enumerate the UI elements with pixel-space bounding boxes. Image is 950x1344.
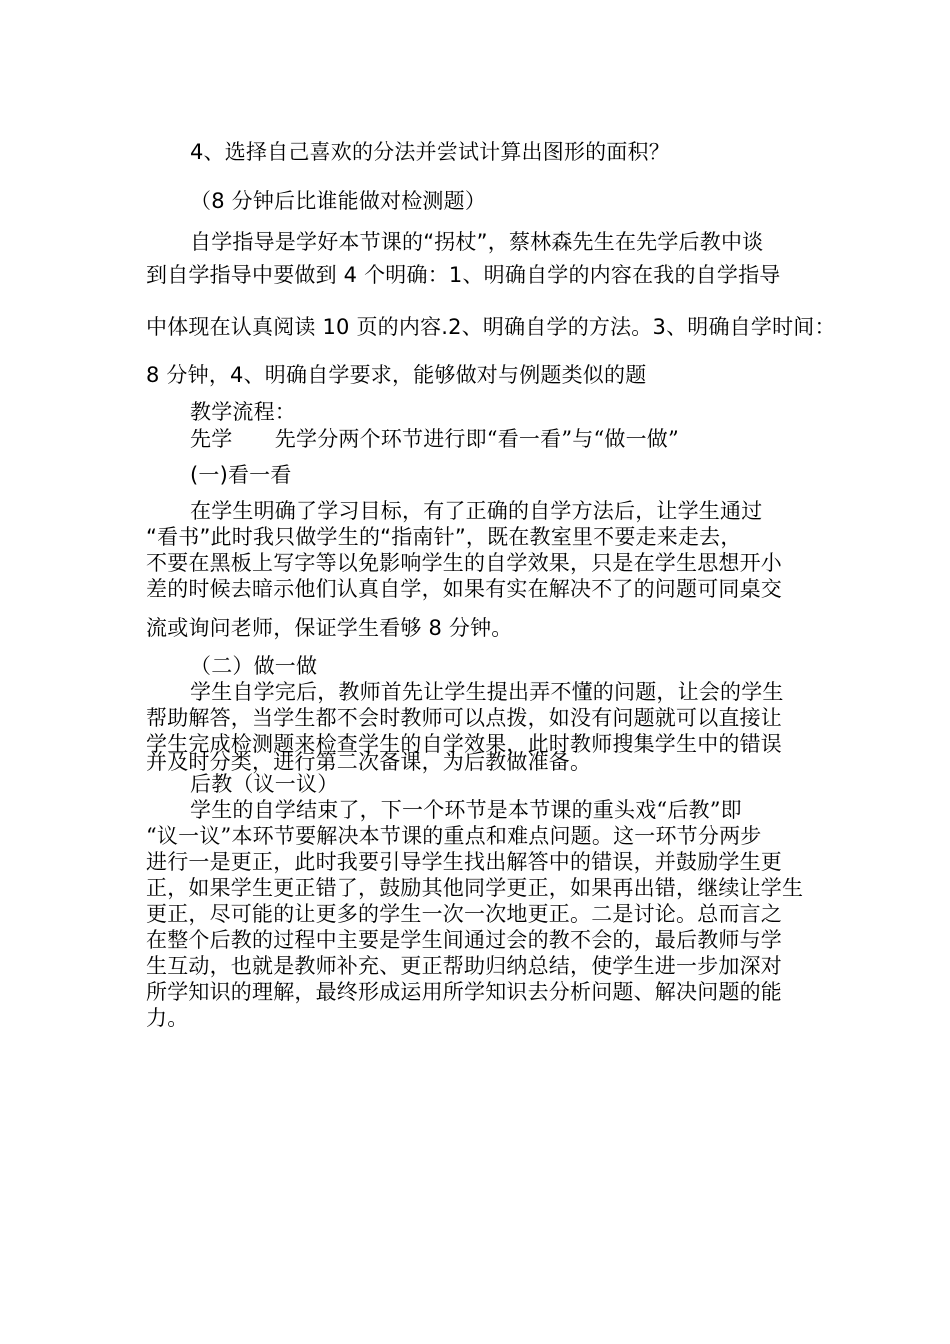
text-line: 先学 先学分两个环节进行即“看一看”与“做一做”: [190, 427, 679, 451]
text-line: 在整个后教的过程中主要是学生间通过会的教不会的，最后教师与学: [146, 928, 782, 952]
text-line: 到自学指导中要做到 4 个明确：1、明确自学的内容在我的自学指导: [146, 263, 781, 287]
text-line: 所学知识的理解，最终形成运用所学知识去分析问题、解决问题的能: [146, 980, 782, 1004]
text-line: 后教（议一议）: [190, 772, 339, 796]
text-line: “议一议”本环节要解决本节课的重点和难点问题。这一环节分两步: [146, 824, 762, 848]
text-line: 4、选择自己喜欢的分法并尝试计算出图形的面积？: [190, 140, 670, 164]
text-line: 中体现在认真阅读 10 页的内容.2、明确自学的方法。3、明确自学时间：: [146, 315, 836, 339]
text-line: 更正，尽可能的让更多的学生一次一次地更正。二是讨论。总而言之: [146, 902, 782, 926]
text-line: 进行一是更正，此时我要引导学生找出解答中的错误，并鼓励学生更: [146, 850, 782, 874]
text-line: 帮助解答，当学生都不会时教师可以点拨，如没有问题就可以直接让: [146, 706, 782, 730]
text-line: 学生的自学结束了，下一个环节是本节课的重头戏“后教”即: [190, 798, 742, 822]
text-line: 流或询问老师，保证学生看够 8 分钟。: [146, 616, 513, 640]
text-line: 在学生明确了学习目标，有了正确的自学方法后，让学生通过: [190, 499, 763, 523]
text-line: （二）做一做: [190, 654, 318, 678]
text-line: 并及时分类，进行第二次备课，为后教做准备。: [146, 750, 592, 774]
text-line: 生互动，也就是教师补充、更正帮助归纳总结，使学生进一步加深对: [146, 954, 782, 978]
text-line: “看书”此时我只做学生的“指南针”，既在教室里不要走来走去，: [146, 525, 742, 549]
text-line: 8 分钟，4、明确自学要求，能够做对与例题类似的题: [146, 363, 647, 387]
text-line: 学生完成检测题来检查学生的自学效果，此时教师搜集学生中的错误: [146, 732, 782, 756]
text-line: 不要在黑板上写字等以免影响学生的自学效果，只是在学生思想开小: [146, 551, 782, 575]
text-line: 学生自学完后，教师首先让学生提出弄不懂的问题，让会的学生: [190, 680, 784, 704]
text-line: 正，如果学生更正错了，鼓励其他同学更正，如果再出错，继续让学生: [146, 876, 804, 900]
text-line: 教学流程：: [190, 400, 296, 424]
text-line: 自学指导是学好本节课的“拐杖”，蔡林森先生在先学后教中谈: [190, 230, 764, 254]
text-line: 差的时候去暗示他们认真自学，如果有实在解决不了的问题可同桌交: [146, 577, 782, 601]
text-line: (一)看一看: [190, 463, 292, 487]
text-line: 力。: [146, 1006, 189, 1030]
text-line: （8 分钟后比谁能做对检测题）: [190, 189, 487, 213]
